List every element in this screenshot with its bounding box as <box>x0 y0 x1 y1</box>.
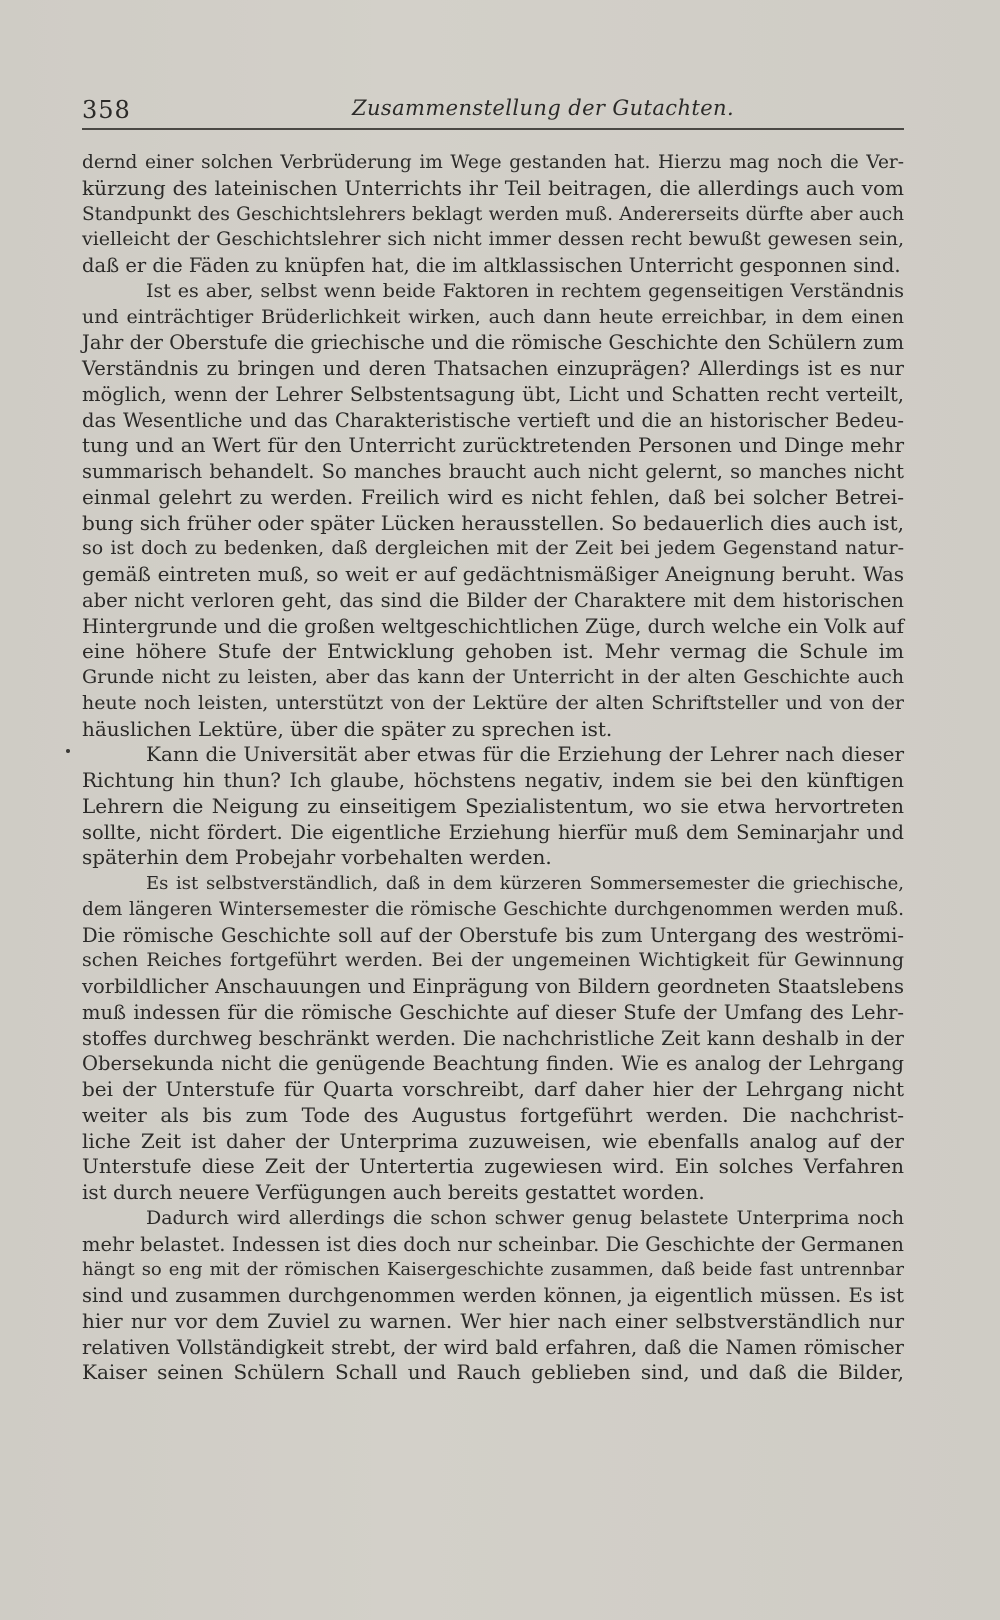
text-line: Jahr der Oberstufe die griechische und die römische Geschichte den Schülern zum <box>82 331 904 355</box>
running-title: Zusammenstellung der Gutachten. <box>352 96 735 120</box>
text-line: Kaiser seinen Schülern Schall und Rauch geblieben sind, und daß die Bilder, <box>82 1360 904 1385</box>
text-line: möglich, wenn der Lehrer Selbstentsagung übt, Licht und Schatten recht verteilt, <box>82 382 904 406</box>
text-line: eine höhere Stufe der Entwicklung gehoben ist. Mehr vermag die Schule im <box>82 639 904 664</box>
text-line: Ist es aber, selbst wenn beide Faktoren in rechtem gegenseitigen Verständnis <box>146 279 904 302</box>
text-line: bei der Unterstufe für Quarta vorschreibt, darf daher hier der Lehrgang nicht <box>82 1077 904 1101</box>
text-line: dernd einer solchen Verbrüderung im Wege gestanden hat. Hierzu mag noch die Ver- <box>82 152 904 173</box>
page-number: 358 <box>82 96 131 124</box>
text-line: und einträchtiger Brüderlichkeit wirken, auch dann heute erreichbar, in dem einen <box>82 305 904 328</box>
text-line: kürzung des lateinischen Unterrichts ihr Teil beitragen, die allerdings auch vom <box>82 175 904 200</box>
text-line: bung sich früher oder später Lücken herausstellen. So bedauerlich dies auch ist, <box>82 510 904 535</box>
text-line: späterhin dem Probejahr vorbehalten werden. <box>82 845 552 870</box>
text-line: schen Reiches fortgeführt werden. Bei der ungemeinen Wichtigkeit für Gewinnung <box>82 949 904 972</box>
text-line: Standpunkt des Geschichtslehrers beklagt werden muß. Andererseits dürfte aber auch <box>82 203 904 225</box>
text-line: einmal gelehrt zu werden. Freilich wird es nicht fehlen, daß bei solcher Betrei- <box>82 484 904 509</box>
text-line: relativen Vollständigkeit strebt, der wird bald erfahren, daß die Namen römischer <box>82 1335 904 1359</box>
text-line: gemäß eintreten muß, so weit er auf gedächtnismäßiger Aneignung beruht. Was <box>82 562 904 586</box>
text-line: stoffes durchweg beschränkt werden. Die nachchristliche Zeit kann deshalb in der <box>82 1026 904 1050</box>
margin-mark <box>66 749 70 753</box>
text-line: muß indessen für die römische Geschichte auf dieser Stufe der Umfang des Lehr- <box>82 1000 904 1024</box>
text-line: Obersekunda nicht die genügende Beachtung finden. Wie es analog der Lehrgang <box>82 1052 904 1076</box>
text-line: das Wesentliche und das Charakteristische vertieft und die an historischer Bedeu- <box>82 408 904 432</box>
text-line: Unterstufe diese Zeit der Untertertia zugewiesen wird. Ein solches Verfahren <box>82 1154 904 1179</box>
text-line: tung und an Wert für den Unterricht zurücktretenden Personen und Dinge mehr <box>82 433 904 458</box>
text-line: heute noch leisten, unterstützt von der Lektüre der alten Schriftsteller und von der <box>82 691 904 714</box>
running-head <box>82 96 904 130</box>
text-line: summarisch behandelt. So manches braucht auch nicht gelernt, so manches nicht <box>82 460 904 483</box>
body-text <box>82 150 904 1386</box>
text-line: sind und zusammen durchgenommen werden können, ja eigentlich müssen. Es ist <box>82 1284 904 1307</box>
text-line: häuslichen Lektüre, über die später zu sprechen ist. <box>82 716 613 741</box>
text-line: vielleicht der Geschichtslehrer sich nicht immer dessen recht bewußt gewesen sein, <box>82 228 904 251</box>
text-line: aber nicht verloren geht, das sind die Bilder der Charaktere mit dem historischen <box>82 588 904 612</box>
text-line: Die römische Geschichte soll auf der Oberstufe bis zum Untergang des weströmi- <box>82 923 904 947</box>
text-line: sollte, nicht fördert. Die eigentliche Erziehung hierfür muß dem Seminarjahr und <box>82 820 904 844</box>
text-line: Kann die Universität aber etwas für die Erziehung der Lehrer nach dieser <box>146 742 904 767</box>
text-line: ist durch neuere Verfügungen auch bereits gestattet worden. <box>82 1180 705 1204</box>
text-line: weiter als bis zum Tode des Augustus fortgeführt werden. Die nachchrist- <box>82 1102 904 1127</box>
text-line: Es ist selbstverständlich, daß in dem kürzeren Sommersemester die griechische, <box>146 873 904 894</box>
text-line: so ist doch zu bedenken, daß dergleichen mit der Zeit bei jedem Gegenstand natur- <box>82 537 904 560</box>
text-line: Lehrern die Neigung zu einseitigem Spezialistentum, wo sie etwa hervortreten <box>82 793 904 818</box>
text-line: Hintergrunde und die großen weltgeschichtlichen Züge, durch welche ein Volk auf <box>82 614 904 638</box>
text-line: Grunde nicht zu leisten, aber das kann der Unterricht in der alten Geschichte auch <box>82 666 904 688</box>
text-line: hier nur vor dem Zuviel zu warnen. Wer hier nach einer selbstverständlich nur <box>82 1308 904 1333</box>
header-rule <box>82 128 904 130</box>
text-line: liche Zeit ist daher der Unterprima zuzuweisen, wie ebenfalls analog auf der <box>82 1128 904 1153</box>
text-line: vorbildlicher Anschauungen und Einprägung von Bildern geordneten Staatslebens <box>82 975 904 998</box>
text-line: dem längeren Wintersemester die römische Geschichte durchgenommen werden muß. <box>82 898 904 920</box>
text-line: Dadurch wird allerdings die schon schwer genug belastete Unterprima noch <box>146 1206 904 1229</box>
text-line: hängt so eng mit der römischen Kaisergeschichte zusammen, daß beide fast untrennbar <box>82 1259 904 1281</box>
text-line: Verständnis zu bringen und deren Thatsachen einzuprägen? Allerdings ist es nur <box>82 357 904 380</box>
text-line: daß er die Fäden zu knüpfen hat, die im altklassischen Unterricht gesponnen sind. <box>82 254 901 277</box>
text-line: Richtung hin thun? Ich glaube, höchstens negativ, indem sie bei den künftigen <box>82 768 904 792</box>
text-line: mehr belastet. Indessen ist dies doch nur scheinbar. Die Geschichte der Germanen <box>82 1232 904 1256</box>
